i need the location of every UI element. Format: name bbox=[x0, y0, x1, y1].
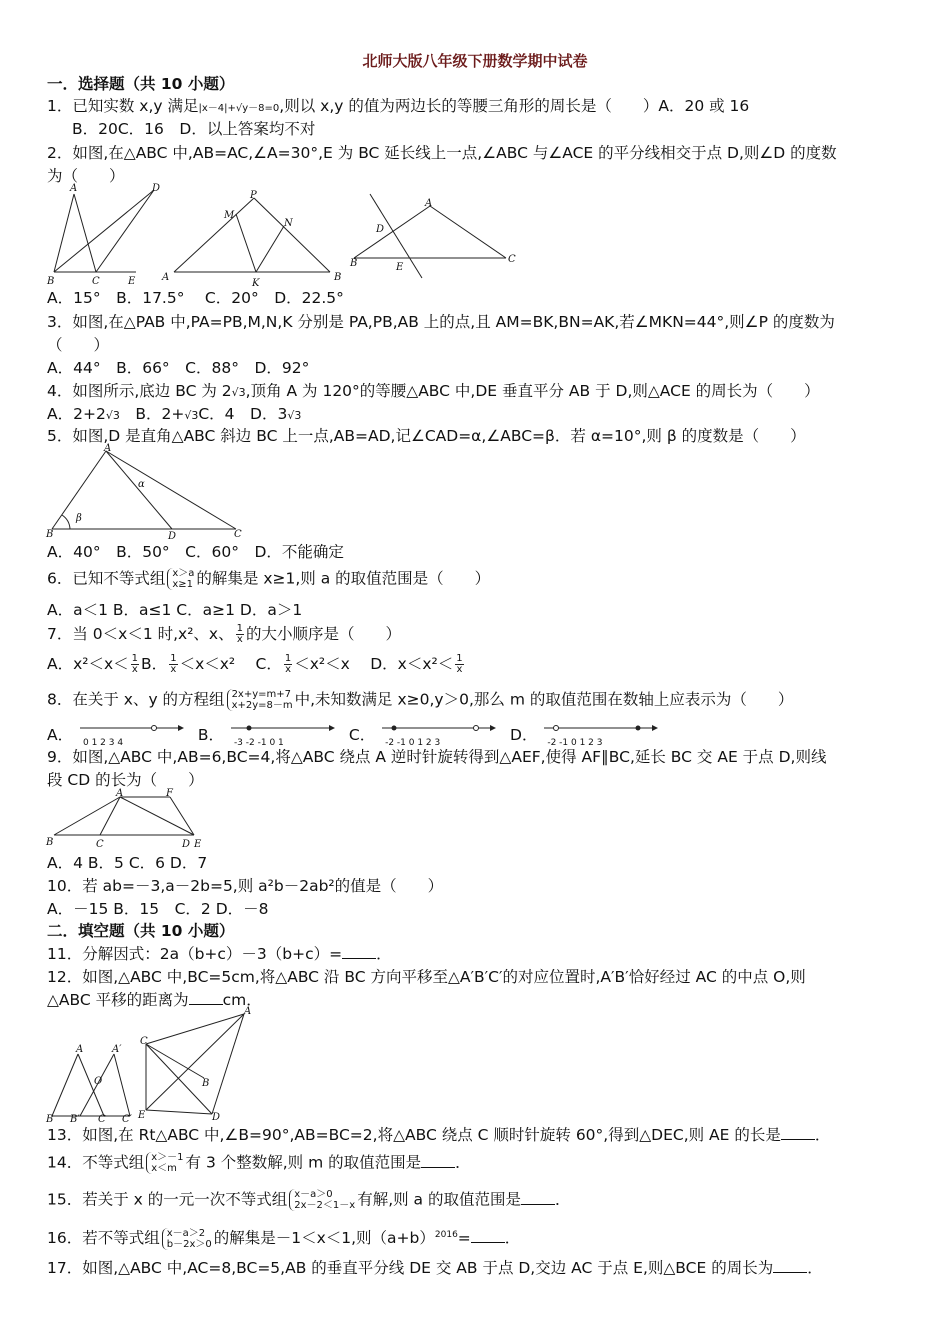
fig2a-label-b: B bbox=[47, 276, 55, 287]
q16-exponent: 2016 bbox=[434, 1230, 458, 1240]
q8-options bbox=[47, 722, 667, 749]
frac-den: x bbox=[456, 664, 463, 675]
section-choice-heading: 一．选择题（共 10 小题） bbox=[47, 75, 235, 93]
fig12-label-c: C bbox=[98, 1114, 106, 1125]
q16-inequality-system bbox=[162, 1228, 212, 1250]
fig2c-label-d: D bbox=[376, 224, 385, 235]
fig2a-label-e: E bbox=[128, 276, 136, 287]
frac-den: x bbox=[170, 664, 177, 675]
q13-text: 13．如图,在 Rt△ABC 中,∠B=90°,AB=BC=2,将△ABC 绕点 C 顺时针旋转 60°,得到△DEC,则 AE 的长是 bbox=[47, 1126, 781, 1144]
figure-q3-triangle-pab bbox=[160, 188, 345, 288]
q14-inequality-system bbox=[146, 1152, 183, 1174]
q7-opt-b2: ＜x＜x² C． bbox=[179, 655, 282, 673]
fig12-label-a-prime: A′ bbox=[112, 1044, 122, 1055]
q15-text-pre: 15．若关于 x 的一元一次不等式组 bbox=[47, 1190, 288, 1209]
q12-text-pre: △ABC 平移的距离为 bbox=[47, 991, 189, 1009]
q9-line2: 段 CD 的长为（ ） bbox=[47, 771, 204, 789]
q14-text-end: ． bbox=[455, 1153, 471, 1172]
q14-text-post: 有 3 个整数解,则 m 的取值范围是 bbox=[185, 1153, 422, 1172]
fig13-label-d: D bbox=[212, 1112, 221, 1123]
fig5-label-c: C bbox=[234, 529, 242, 540]
fig2b-label-b: B bbox=[334, 272, 342, 283]
question-11 bbox=[47, 944, 392, 964]
q6-text-post: 的解集是 x≥1,则 a 的取值范围是（ ） bbox=[196, 569, 491, 588]
q15-answer-blank[interactable] bbox=[521, 1190, 555, 1205]
q2-line1: 2．如图,在△ABC 中,AB=AC,∠A=30°,E 为 BC 延长线上一点,∠ABC 与∠ACE 的平分线相交于点 D,则∠D 的度数 bbox=[47, 144, 837, 162]
q10-options: A．－15 B．15 C．2 D．－8 bbox=[47, 900, 269, 918]
figure-q2-triangle-abc bbox=[44, 180, 161, 290]
fig2c-label-c: C bbox=[508, 254, 516, 265]
q8-text-post: 中,未知数满足 x≥0,y＞0,那么 m 的取值范围在数轴上应表示为（ ） bbox=[294, 690, 794, 709]
q2-line2: 为（ ） bbox=[47, 167, 125, 185]
frac-den: x bbox=[236, 634, 243, 645]
q8-sys-line2: x+2y=8－m bbox=[231, 700, 293, 711]
q16-equals: = bbox=[457, 1229, 471, 1248]
fig12-label-b: B bbox=[46, 1114, 54, 1125]
q16-text-post: 的解集是－1＜x＜1,则（a+b） bbox=[213, 1229, 435, 1248]
question-6 bbox=[47, 568, 490, 590]
q9-options: A．4 B．5 C．6 D．7 bbox=[47, 854, 208, 872]
question-17 bbox=[47, 1258, 823, 1278]
q16-text-end: ． bbox=[504, 1229, 521, 1248]
fig2b-label-a: A bbox=[162, 272, 170, 283]
q9-line1: 9．如图,△ABC 中,AB=6,BC=4,将△ABC 绕点 A 逆时针旋转得到△AEF,使得 AF∥BC,延长 BC 交 AE 于点 D,则线 bbox=[47, 748, 827, 766]
frac-num: 1 bbox=[131, 653, 139, 664]
fig13-label-e: E bbox=[138, 1110, 146, 1121]
q4-opt-cd: C．4 D．3 bbox=[198, 405, 288, 423]
q4-text-pre: 4．如图所示,底边 BC 为 2 bbox=[47, 382, 232, 400]
fig5-label-beta: β bbox=[76, 513, 82, 524]
q16-sys-line1: x－a＞2 bbox=[166, 1227, 206, 1239]
q2-options: A．15° B．17.5° C．20° D．22.5° bbox=[47, 289, 344, 307]
q14-sys-line2: x＜m bbox=[151, 1163, 177, 1174]
fig2c-label-b: B bbox=[350, 258, 358, 269]
fig5-label-b: B bbox=[46, 529, 54, 540]
q6-inequality-system bbox=[167, 568, 194, 590]
frac-num: 1 bbox=[456, 653, 463, 664]
q17-answer-blank[interactable] bbox=[773, 1258, 807, 1273]
q6-text-pre: 6．已知不等式组 bbox=[47, 569, 166, 588]
q4-opt-d-sqrt: √3 bbox=[287, 409, 302, 422]
q8-opt-d: D． bbox=[510, 726, 538, 744]
q14-text-pre: 14．不等式组 bbox=[47, 1153, 145, 1172]
q5-line1: 5．如图,D 是直角△ABC 斜边 BC 上一点,AB=AD,记∠CAD=α,∠ABC=β．若 α=10°,则 β 的度数是（ ） bbox=[47, 427, 806, 445]
figure-q12-translation bbox=[44, 1040, 136, 1124]
q14-answer-blank[interactable] bbox=[421, 1153, 455, 1168]
fig2b-label-k: K bbox=[252, 278, 260, 289]
q15-inequality-system bbox=[289, 1189, 355, 1211]
q7-fraction bbox=[236, 624, 244, 645]
q16-answer-blank[interactable] bbox=[471, 1228, 505, 1243]
q8-text-pre: 8．在关于 x、y 的方程组 bbox=[47, 690, 225, 709]
question-15 bbox=[47, 1189, 571, 1211]
fig12-label-b-prime: B′ bbox=[70, 1114, 80, 1125]
figure-q9-rotation bbox=[44, 787, 209, 853]
q12-answer-blank[interactable] bbox=[189, 990, 223, 1005]
question-14 bbox=[47, 1152, 471, 1174]
figure-q13-rotation bbox=[134, 1004, 264, 1124]
q4-text-post: ,顶角 A 为 120°的等腰△ABC 中,DE 垂直平分 AB 于 D,则△ACE 的周长为（ ） bbox=[245, 382, 820, 400]
fig9-label-b: B bbox=[46, 837, 54, 848]
fig9-label-e: E bbox=[194, 839, 202, 850]
q3-line2: （ ） bbox=[47, 336, 110, 354]
q6-sys-line2: x≥1 bbox=[172, 579, 194, 590]
fig5-label-a: A bbox=[104, 443, 112, 454]
fig2a-label-d: D bbox=[152, 183, 161, 194]
q4-opt-b: B．2+ bbox=[119, 405, 185, 423]
q15-sys-line2: 2x－2＜1－x bbox=[294, 1200, 356, 1211]
number-line-a-ticks: 0 1 2 3 4 bbox=[82, 738, 124, 748]
q10-line1: 10．若 ab=－3,a－2b=5,则 a²b－2ab²的值是（ ） bbox=[47, 877, 444, 895]
q11-text-end: ． bbox=[376, 945, 392, 963]
fig2c-label-e: E bbox=[396, 262, 404, 273]
q4-options bbox=[47, 404, 301, 426]
fig2a-label-a: A bbox=[70, 183, 78, 194]
number-line-d-ticks: -2 -1 0 1 2 3 bbox=[547, 738, 603, 748]
q16-text-pre: 16．若不等式组 bbox=[47, 1229, 160, 1248]
figure-q4-triangle-ace bbox=[350, 192, 525, 284]
q17-text-end: ． bbox=[807, 1259, 823, 1277]
fig5-label-alpha: α bbox=[138, 479, 145, 490]
fig9-label-c: C bbox=[96, 839, 104, 850]
q4-opt-a-sqrt: √3 bbox=[105, 409, 120, 422]
question-4 bbox=[47, 381, 820, 403]
fig13-label-c: C bbox=[140, 1036, 148, 1047]
number-line-c-ticks: -2 -1 0 1 2 3 bbox=[385, 738, 441, 748]
frac-num: 1 bbox=[170, 653, 177, 664]
q7-opt-c2: ＜x²＜x D．x＜x²＜ bbox=[294, 655, 454, 673]
q6-options: A．a＜1 B．a≤1 C．a≥1 D．a＞1 bbox=[47, 601, 303, 619]
q8-opt-b: B． bbox=[197, 726, 225, 744]
q6-sys-line1: x＞a bbox=[172, 568, 195, 579]
fig2b-label-n: N bbox=[284, 218, 293, 229]
fig13-label-b: B bbox=[202, 1078, 210, 1089]
q5-options: A．40° B．50° C．60° D．不能确定 bbox=[47, 543, 344, 561]
section-fill-heading: 二．填空题（共 10 小题） bbox=[47, 922, 235, 940]
figure-q5-right-triangle bbox=[44, 443, 249, 540]
exam-title: 北师大版八年级下册数学期中试卷 bbox=[362, 52, 588, 70]
q4-sqrt: √3 bbox=[231, 386, 246, 399]
q13-text-end: ． bbox=[814, 1126, 831, 1144]
question-1 bbox=[47, 96, 749, 119]
fig12-label-o: O bbox=[94, 1076, 103, 1087]
q7-text-post: 的大小顺序是（ ） bbox=[245, 625, 401, 643]
frac-den: x bbox=[285, 664, 292, 675]
q3-options: A．44° B．66° C．88° D．92° bbox=[47, 359, 310, 377]
q1-expression: |x－4|+√y－8=0 bbox=[198, 103, 280, 114]
q7-opt-b-frac bbox=[169, 654, 177, 675]
fig2a-label-c: C bbox=[92, 276, 100, 287]
q8-equation-system bbox=[227, 689, 293, 711]
q1-text-pre: 1．已知实数 x,y 满足 bbox=[47, 97, 199, 115]
q15-text-end: ． bbox=[554, 1190, 571, 1209]
fig13-label-a: A bbox=[244, 1006, 252, 1017]
q4-opt-a: A．2+2 bbox=[47, 405, 106, 423]
fig5-label-d: D bbox=[168, 531, 177, 542]
q7-opt-d-frac bbox=[455, 654, 463, 675]
q12-line1: 12．如图,△ABC 中,BC=5cm,将△ABC 沿 BC 方向平移至△A′B′C′的对应位置时,A′B′恰好经过 AC 的中点 O,则 bbox=[47, 968, 806, 986]
frac-num: 1 bbox=[284, 653, 292, 664]
q7-opt-c-frac bbox=[284, 654, 292, 675]
question-7 bbox=[47, 624, 401, 645]
number-line-b-ticks: -3 -2 -1 0 1 bbox=[233, 738, 284, 748]
fig2b-label-p: P bbox=[250, 190, 257, 201]
q15-text-post: 有解,则 a 的取值范围是 bbox=[357, 1190, 521, 1209]
q3-line1: 3．如图,在△PAB 中,PA=PB,M,N,K 分别是 PA,PB,AB 上的点,且 AM=BK,BN=AK,若∠MKN=44°,则∠P 的度数为 bbox=[47, 313, 835, 331]
q8-sys-line1: 2x+y=m+7 bbox=[231, 689, 292, 700]
fig12-label-a: A bbox=[76, 1044, 84, 1055]
q15-sys-line1: x－a＞0 bbox=[294, 1189, 333, 1200]
frac-num: 1 bbox=[236, 623, 243, 634]
fig9-label-f: F bbox=[166, 788, 173, 799]
q16-sys-line2: b－2x＞0 bbox=[166, 1238, 212, 1250]
question-13 bbox=[47, 1125, 830, 1145]
q11-text: 11．分解因式：2a（b+c）－3（b+c）= bbox=[47, 945, 343, 963]
q12-text-end: cm． bbox=[222, 991, 262, 1009]
q7-options bbox=[47, 654, 466, 675]
fig9-label-d: D bbox=[182, 839, 191, 850]
q13-answer-blank[interactable] bbox=[781, 1125, 815, 1140]
q7-text-pre: 7．当 0＜x＜1 时,x²、x、 bbox=[47, 625, 234, 643]
fig9-label-a: A bbox=[116, 788, 124, 799]
q14-sys-line1: x＞－1 bbox=[151, 1152, 184, 1163]
q17-text: 17．如图,△ABC 中,AC=8,BC=5,AB 的垂直平分线 DE 交 AB 于点 D,交边 AC 于点 E,则△BCE 的周长为 bbox=[47, 1259, 774, 1277]
q7-opt-a: A．x²＜x＜ bbox=[47, 655, 129, 673]
frac-den: x bbox=[131, 664, 138, 675]
q4-opt-b-sqrt: √3 bbox=[184, 409, 199, 422]
q8-opt-a: A． bbox=[47, 726, 74, 744]
q11-answer-blank[interactable] bbox=[342, 944, 376, 959]
fig12-label-c-prime: C′ bbox=[122, 1114, 132, 1125]
question-16 bbox=[47, 1225, 520, 1250]
q7-opt-a-frac bbox=[131, 654, 139, 675]
q8-opt-c: C． bbox=[348, 726, 376, 744]
question-8 bbox=[47, 689, 793, 711]
fig2b-label-m: M bbox=[224, 210, 235, 221]
q7-opt-b: B． bbox=[141, 655, 168, 673]
q1-options: B．20C．16 D．以上答案均不对 bbox=[72, 120, 316, 138]
q1-text-post: ,则以 x,y 的值为两边长的等腰三角形的周长是（ ）A．20 或 16 bbox=[279, 97, 750, 115]
fig2c-label-a: A bbox=[425, 198, 433, 209]
